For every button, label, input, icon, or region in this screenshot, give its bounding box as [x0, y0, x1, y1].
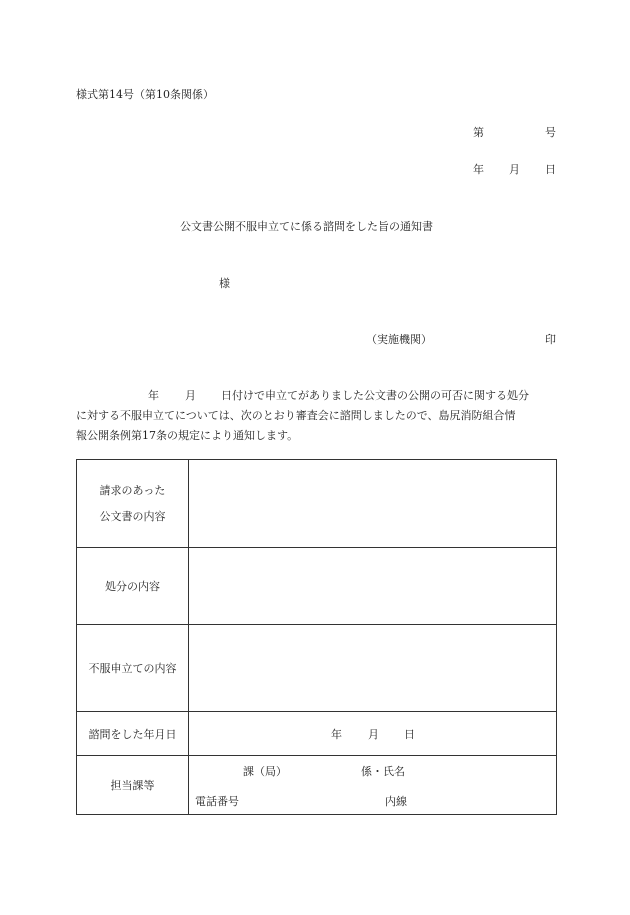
body-year: 年: [148, 389, 159, 402]
value-department[interactable]: [189, 756, 557, 815]
notice-table: [76, 459, 557, 815]
body-line-3: 報公開条例第17条の規定により通知します。: [76, 429, 299, 442]
inquiry-day: 日: [404, 728, 415, 741]
doc-number-suffix: 号: [545, 126, 556, 139]
label-disposition: 処分の内容: [77, 548, 189, 625]
value-requested-document[interactable]: [189, 460, 557, 548]
body-line-2: に対する不服申立てについては、次のとおり審査会に諮問しましたので、島尻消防組合情: [76, 409, 516, 422]
inquiry-year: 年: [331, 728, 342, 741]
value-objection[interactable]: [189, 625, 557, 712]
addressee-suffix: 様: [219, 277, 230, 290]
date-day: 日: [545, 163, 556, 176]
body-month: 月: [185, 389, 196, 402]
label-department: 担当課等: [77, 756, 189, 815]
label-objection: 不服申立ての内容: [77, 625, 189, 712]
phone-label: 電話番号: [195, 795, 239, 808]
date-year: 年: [473, 163, 484, 176]
seal-mark: 印: [545, 333, 556, 346]
form-number: 様式第14号（第10条関係）: [76, 88, 214, 101]
label-requested-document: [77, 460, 189, 548]
inquiry-month: 月: [368, 728, 379, 741]
value-inquiry-date[interactable]: [189, 712, 557, 756]
label-inquiry-date: 諮問をした年月日: [77, 712, 189, 756]
table-row: [77, 548, 557, 625]
sender-label: （実施機関）: [366, 333, 432, 346]
label-line: 請求のあった: [99, 483, 166, 497]
table-row: [77, 625, 557, 712]
department-kakari: 係・氏名: [361, 765, 405, 778]
value-disposition[interactable]: [189, 548, 557, 625]
label-line: 公文書の内容: [99, 509, 166, 523]
table-row: [77, 460, 557, 548]
extension-label: 内線: [385, 795, 407, 808]
department-ka: 課（局）: [243, 765, 287, 778]
document-title: 公文書公開不服申立てに係る諮問をした旨の通知書: [180, 220, 433, 233]
table-row: [77, 712, 557, 756]
doc-number-prefix: 第: [473, 126, 484, 139]
body-line-1-rest: 日付けで申立てがありました公文書の公開の可否に関する処分: [221, 389, 529, 402]
date-month: 月: [509, 163, 520, 176]
table-row: [77, 756, 557, 815]
